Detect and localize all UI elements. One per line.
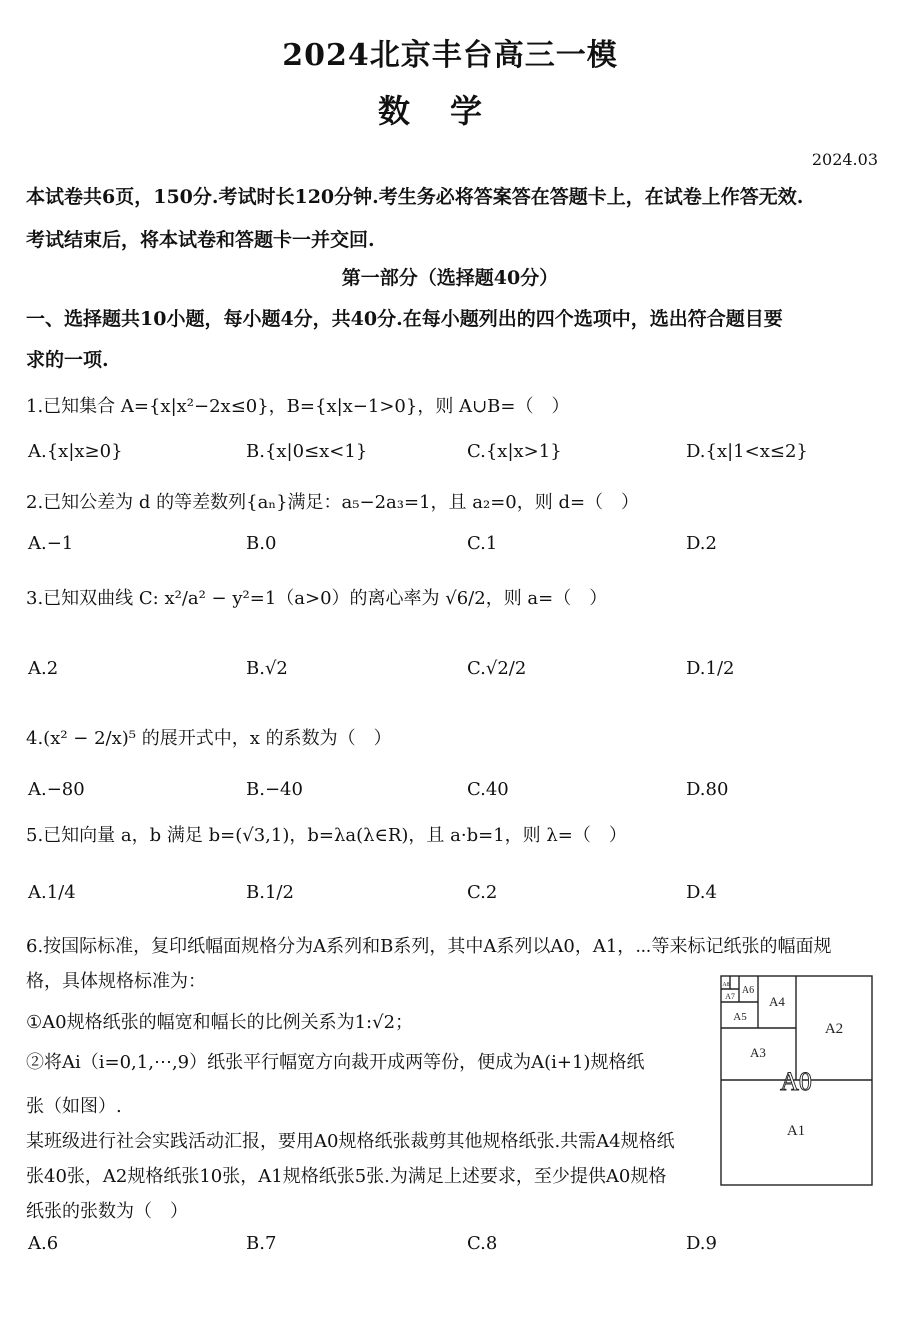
question-6-task-line2: 张40张，A2规格纸张10张，A1规格纸张5张.为满足上述要求，至少提供A0规格 [26, 1166, 667, 1187]
question-5-stem: 5.已知向量 a，b 满足 b=(√3,1)，b=λa(λ∈R)，且 a·b=1，则 λ=（ ） [26, 825, 627, 846]
question-6-task-line3: 纸张的张数为（ ） [26, 1201, 188, 1222]
question-6-option-a: A.6 [28, 1233, 59, 1254]
question-2-option-d: D.2 [686, 533, 717, 554]
question-4-option-c: C.40 [467, 779, 509, 800]
question-3-option-b: B.√2 [246, 658, 288, 679]
question-3-option-a: A.2 [28, 658, 59, 679]
question-1-option-c: C.{x|x>1} [467, 441, 562, 462]
question-5-option-a: A.1/4 [28, 882, 76, 903]
question-2-option-a: A.−1 [28, 533, 74, 554]
question-4-option-b: B.−40 [246, 779, 303, 800]
subject-title: 数学 [377, 92, 522, 130]
label-a3: A3 [750, 1045, 766, 1060]
question-6-stem-line1: 6.按国际标准，复印纸幅面规格分为A系列和B系列，其中A系列以A0，A1，⋯等来标记纸张的幅面规 [26, 936, 832, 957]
question-6-stem-line2: 格，具体规格标准为： [26, 971, 206, 992]
question-4-stem: 4.(x² − 2/x)⁵ 的展开式中，x 的系数为（ ） [26, 728, 392, 749]
question-1-stem: 1.已知集合 A={x|x²−2x≤0}，B={x|x−1>0}，则 A∪B=（ ） [26, 396, 570, 417]
question-4-option-a: A.−80 [28, 779, 85, 800]
instructions-line2: 考试结束后，将本试卷和答题卡一并交回. [26, 229, 375, 251]
question-2-stem: 2.已知公差为 d 的等差数列{aₙ}满足：a₅−2a₃=1，且 a₂=0，则 d=（ ） [26, 492, 640, 513]
section-instruction-line1: 一、选择题共10小题，每小题4分，共40分.在每小题列出的四个选项中，选出符合题目要 [26, 308, 783, 330]
label-a7: A7 [725, 992, 735, 1001]
question-6-task-line1: 某班级进行社会实践活动汇报，要用A0规格纸张裁剪其他规格纸张.共需A4规格纸 [26, 1131, 675, 1152]
part1-heading: 第一部分（选择题40分） [341, 267, 559, 289]
question-6-option-d: D.9 [686, 1233, 717, 1254]
question-1-option-d: D.{x|1<x≤2} [686, 441, 808, 462]
question-2-option-b: B.0 [246, 533, 277, 554]
label-a5: A5 [733, 1011, 747, 1023]
label-a1: A1 [786, 1123, 806, 1139]
exam-date: 2024.03 [811, 150, 878, 169]
label-a8: A8 [722, 982, 730, 988]
question-1-option-a: A.{x|x≥0} [28, 441, 123, 462]
label-a2: A2 [824, 1021, 844, 1037]
question-4-option-d: D.80 [686, 779, 729, 800]
question-2-option-c: C.1 [467, 533, 498, 554]
paper-size-diagram [720, 975, 874, 1187]
label-a6: A6 [741, 985, 755, 996]
exam-title: 2024北京丰台高三一模 [282, 38, 618, 73]
question-5-option-b: B.1/2 [246, 882, 294, 903]
question-6-rule-2b: 张（如图）. [26, 1096, 122, 1117]
question-3-option-c: C.√2/2 [467, 658, 527, 679]
question-3-option-d: D.1/2 [686, 658, 735, 679]
question-6-option-b: B.7 [246, 1233, 277, 1254]
instructions-line1: 本试卷共6页，150分.考试时长120分钟.考生务必将答案答在答题卡上，在试卷上作答无效. [26, 186, 804, 208]
question-1-option-b: B.{x|0≤x<1} [246, 441, 368, 462]
section-instruction-line2: 求的一项. [26, 349, 109, 371]
question-6-rule-1: ①A0规格纸张的幅宽和幅长的比例关系为1:√2； [26, 1012, 414, 1033]
question-6-rule-2: ②将Ai（i=0,1,⋯,9）纸张平行幅宽方向裁开成两等份，便成为A(i+1)规格纸 [26, 1052, 645, 1073]
question-6-option-c: C.8 [467, 1233, 498, 1254]
question-5-option-c: C.2 [467, 882, 498, 903]
label-a4: A4 [769, 994, 785, 1009]
question-3-stem: 3.已知双曲线 C: x²/a² − y²=1（a>0）的离心率为 √6/2，则 a=（ ） [26, 588, 608, 609]
label-a0: A0 [780, 1067, 812, 1096]
question-5-option-d: D.4 [686, 882, 717, 903]
